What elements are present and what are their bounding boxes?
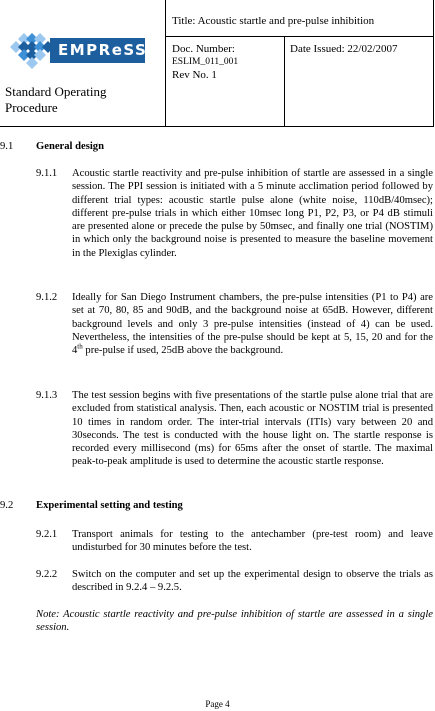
section-heading: General design bbox=[36, 141, 104, 152]
item-number: 9.1.1 bbox=[36, 168, 58, 179]
superscript: th bbox=[77, 342, 83, 351]
section-number: 9.2 bbox=[0, 500, 14, 511]
item-number: 9.1.2 bbox=[36, 292, 58, 303]
paragraph: Acoustic startle reactivity and pre-pulse inhibition of startle are assessed in a single session. The PPI session is initiated with a 5 minute acclimation period followed by different trial types: acoustic startle pulse alone (white noise, 110dB/40msec); different pre-pulse trials in which either 10msec long P1, P2, P3, or P4 dB stimuli are presented alone or precede the pulse by 50msec, and finally one trial (NOSTIM) in which only the background noise is presented to measure the baseline movement in the Plexiglas cylinder. bbox=[72, 168, 433, 259]
logo-diamonds-icon bbox=[10, 31, 54, 69]
note: Note: Acoustic startle reactivity and pre-pulse inhibition of startle are assessed in a single session. bbox=[36, 609, 433, 634]
sop-label-line2: Procedure bbox=[5, 100, 58, 115]
sop-label bbox=[5, 84, 106, 116]
paragraph: The test session begins with five presentations of the startle pulse alone trial that are excluded from statistical analysis. Then, each acoustic or NOSTIM trial is presented 10 times in random order. The inter-trial intervals (ITIs) vary between 20 and 30seconds. The test is conducted with the house light on. The startle response is recorded every millisecond (ms) for 65ms after the onset of startle. The maximal peak-to-peak amplitude is used to determine the acoustic startle response. bbox=[72, 390, 433, 468]
doc-code: ESLIM_011_001 bbox=[172, 57, 239, 67]
paragraph: Switch on the computer and set up the experimental design to observe the trials as described in 9.2.4 – 9.2.5. bbox=[72, 569, 433, 594]
logo-wordmark: EMPReSS bbox=[50, 38, 145, 63]
doc-number-block bbox=[172, 43, 238, 82]
header-divider bbox=[165, 36, 433, 37]
sop-label-line1: Standard Operating bbox=[5, 84, 107, 99]
revision-number: Rev No. 1 bbox=[172, 69, 217, 81]
paragraph: Transport animals for testing to the antechamber (pre-test room) and leave undisturbed for 30 minutes before the test. bbox=[72, 529, 433, 554]
document-header bbox=[0, 0, 434, 127]
empress-logo bbox=[10, 31, 148, 69]
paragraph bbox=[72, 291, 433, 357]
document-title: Title: Acoustic startle and pre-pulse inhibition bbox=[172, 15, 375, 27]
paragraph-text: Ideally for San Diego Instrument chambers, the pre-pulse intensities (P1 to P4) are set at 70, 80, 85 and 90dB, and the background noise at 65dB. However, different background levels and only 3 pre-pulse intensities (instead of 4) can be used. Nevertheless, the intensities of the pre-pulse should be kept at 5, 15, 20 and for the 4 bbox=[72, 292, 433, 357]
date-issued: Date Issued: 22/02/2007 bbox=[290, 43, 398, 55]
header-divider bbox=[165, 0, 166, 126]
item-number: 9.2.1 bbox=[36, 529, 58, 540]
section-number: 9.1 bbox=[0, 141, 14, 152]
section-heading: Experimental setting and testing bbox=[36, 500, 183, 511]
doc-number-label: Doc. Number: bbox=[172, 43, 235, 55]
item-number: 9.2.2 bbox=[36, 569, 58, 580]
page-number: Page 4 bbox=[205, 699, 230, 709]
item-number: 9.1.3 bbox=[36, 390, 58, 401]
header-divider bbox=[284, 36, 285, 126]
paragraph-text: pre-pulse if used, 25dB above the background. bbox=[82, 345, 284, 357]
